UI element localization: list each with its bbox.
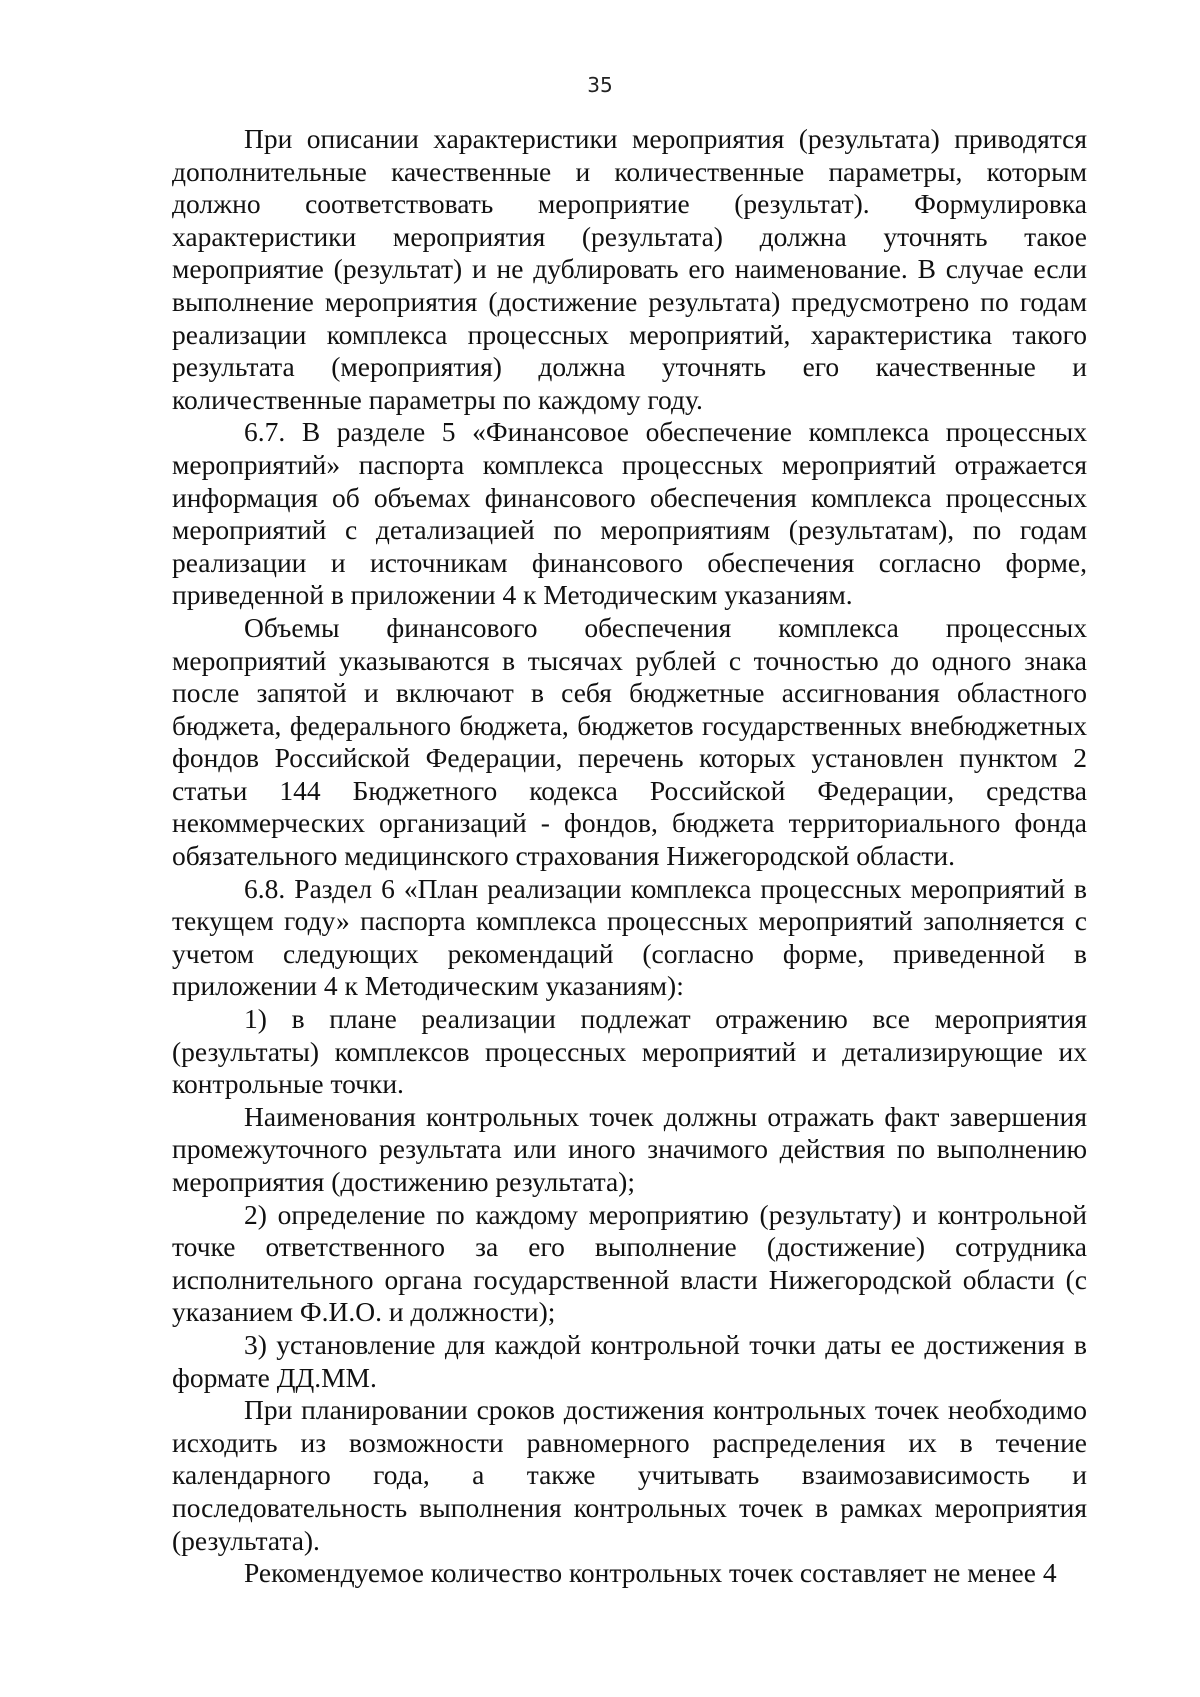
paragraph-planning-deadlines: При планировании сроков достижения контрольных точек необходимо исходить из возможности равномерного распределения их в течение календарного года, а также учитывать взаимозависимость и последовательность выполнения контрольных точек в рамках мероприятия (результата). <box>172 1394 1087 1556</box>
paragraph-item-2-responsible: 2) определение по каждому мероприятию (результату) и контрольной точке ответственного за его выполнение (достижение) сотрудника исполнительного органа государственной власти Нижегородской области (с указанием Ф.И.О. и должности); <box>172 1198 1087 1328</box>
paragraph-recommended-count: Рекомендуемое количество контрольных точек составляет не менее 4 <box>244 1557 1057 1589</box>
paragraph-characteristic-description: При описании характеристики мероприятия (результата) приводятся дополнительные качественные и количественные параметры, которым должно соответствовать мероприятие (результат). Формулировка характеристики мероприятия (результата) должна уточнять такое мероприятие (результат) и не дублировать его наименование. В случае если выполнение мероприятия (достижение результата) предусмотрено по годам реализации комплекса процессных мероприятий, характеристика такого результата (мероприятия) должна уточнять его качественные и количественные параметры по каждому году. <box>172 123 1087 415</box>
document-body <box>172 123 1087 1590</box>
paragraph-item-1-plan-content: 1) в плане реализации подлежат отражению все мероприятия (результаты) комплексов процессных мероприятий и детализирующие их контрольные точки. <box>172 1003 1087 1100</box>
paragraph-item-3-dates: 3) установление для каждой контрольной точки даты ее достижения в формате ДД.ММ. <box>172 1328 1087 1393</box>
paragraph-6-7-financing-section: 6.7. В разделе 5 «Финансовое обеспечение комплекса процессных мероприятий» паспорта комплекса процессных мероприятий отражается информация об объемах финансового обеспечения комплекса процессных мероприятий с детализацией по мероприятиям (результатам), по годам реализации и источникам финансового обеспечения согласно форме, приведенной в приложении 4 к Методическим указаниям. <box>172 416 1087 611</box>
page-number: 35 <box>587 73 613 97</box>
paragraph-financing-volumes: Объемы финансового обеспечения комплекса процессных мероприятий указываются в тысячах рублей с точностью до одного знака после запятой и включают в себя бюджетные ассигнования областного бюджета, федерального бюджета, бюджетов государственных внебюджетных фондов Российской Федерации, перечень которых установлен пунктом 2 статьи 144 Бюджетного кодекса Российской Федерации, средства некоммерческих организаций - фондов, бюджета территориального фонда обязательного медицинского страхования Нижегородской области. <box>172 611 1087 872</box>
paragraph-6-8-implementation-plan: 6.8. Раздел 6 «План реализации комплекса процессных мероприятий в текущем году» паспорта комплекса процессных мероприятий заполняется с учетом следующих рекомендаций (согласно форме, приведенной в приложении 4 к Методическим указаниям): <box>172 872 1087 1002</box>
paragraph-control-point-names: Наименования контрольных точек должны отражать факт завершения промежуточного результата или иного значимого действия по выполнению мероприятия (достижению результата); <box>172 1100 1087 1197</box>
